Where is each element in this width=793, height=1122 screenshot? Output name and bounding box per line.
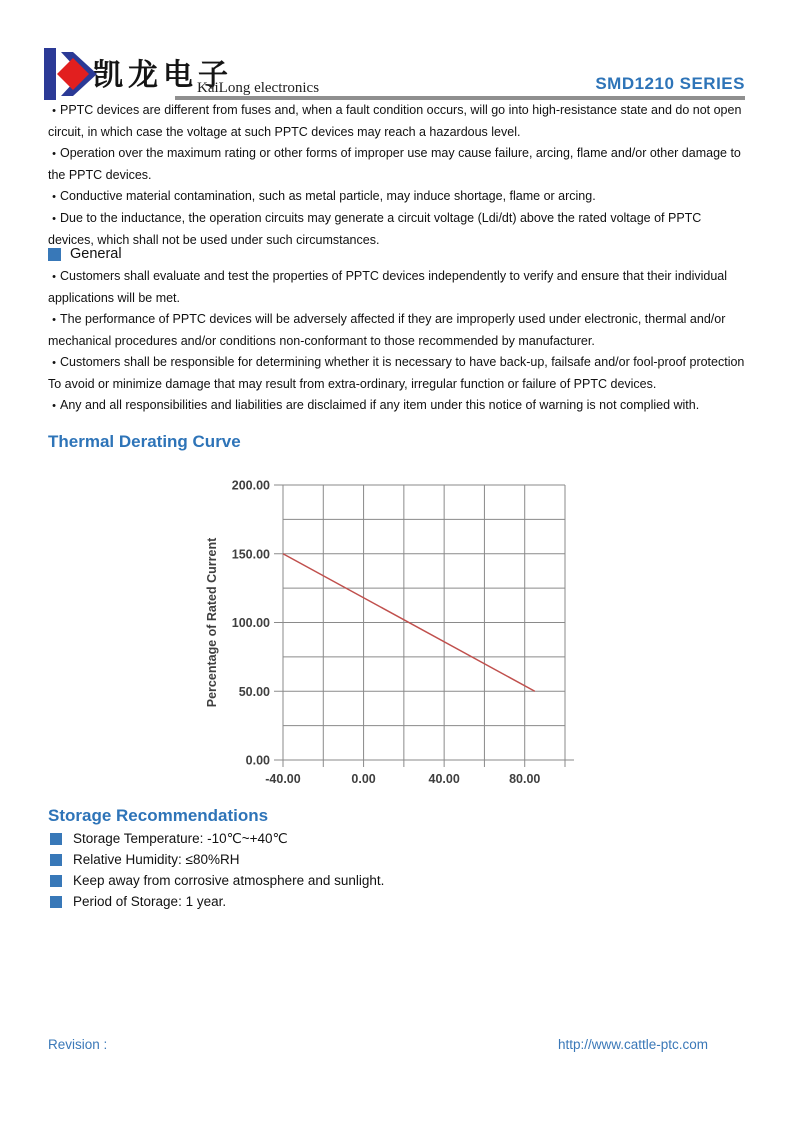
storage-text: Keep away from corrosive atmosphere and sunlight.: [73, 873, 385, 888]
dot-bullet: •: [52, 357, 56, 369]
storage-item: [50, 849, 610, 870]
storage-item: [50, 828, 610, 849]
square-bullet-icon: [48, 248, 61, 261]
warning-text: Operation over the maximum rating or other forms of improper use may cause failure, arcing, flame and/or other damage to the PPTC devices.: [48, 146, 741, 182]
warning-text: Due to the inductance, the operation circuits may generate a circuit voltage (Ldi/dt) above the rated voltage of PPTC devices, which shall not be used under such circumstances.: [48, 211, 702, 247]
square-bullet-icon: [50, 854, 62, 866]
series-title: SMD1210 SERIES: [595, 74, 745, 93]
dot-bullet: •: [52, 148, 56, 160]
thermal-derating-heading: Thermal Derating Curve: [48, 432, 241, 451]
dot-bullet: •: [52, 105, 56, 117]
storage-list: [50, 828, 610, 912]
storage-text: Relative Humidity: ≤80%RH: [73, 852, 240, 867]
derating-chart-svg: [195, 470, 587, 805]
general-heading-label: General: [70, 246, 122, 262]
general-heading: [48, 246, 122, 262]
svg-text:0.00: 0.00: [245, 753, 270, 768]
general-item: [48, 266, 748, 309]
general-text: Any and all responsibilities and liabilities are disclaimed if any item under this notice of warning is not complied with.: [60, 398, 700, 412]
warning-text: Conductive material contamination, such as metal particle, may induce shortage, flame or arcing.: [60, 189, 596, 203]
warning-item: [48, 186, 748, 208]
svg-text:50.00: 50.00: [238, 684, 270, 699]
svg-text:Percentage of Rated Current: Percentage of Rated Current: [205, 537, 219, 708]
svg-text:-40.00: -40.00: [265, 772, 301, 786]
warning-item: [48, 143, 748, 186]
logo-company-name: KaiLong electronics: [197, 80, 320, 96]
dot-bullet: •: [52, 191, 56, 203]
storage-heading: Storage Recommendations: [48, 806, 269, 825]
svg-text:40.00: 40.00: [428, 772, 460, 786]
dot-bullet: •: [52, 213, 56, 225]
svg-text:200.00: 200.00: [231, 478, 270, 493]
storage-item: [50, 891, 610, 912]
storage-item: [50, 870, 610, 891]
general-list: [48, 266, 748, 417]
svg-text:150.00: 150.00: [231, 547, 270, 562]
footer-url-link[interactable]: http://www.cattle-ptc.com: [557, 1037, 708, 1052]
general-item: [48, 309, 748, 352]
general-item: [48, 352, 748, 395]
dot-bullet: •: [52, 400, 56, 412]
thermal-derating-chart: [195, 470, 587, 805]
square-bullet-icon: [50, 896, 62, 908]
svg-text:80.00: 80.00: [509, 772, 541, 786]
warning-item: [48, 100, 748, 143]
square-bullet-icon: [50, 833, 62, 845]
dot-bullet: •: [52, 314, 56, 326]
storage-text: Period of Storage: 1 year.: [73, 894, 227, 909]
svg-text:0.00: 0.00: [351, 772, 376, 786]
svg-text:100.00: 100.00: [231, 616, 270, 630]
warning-text: PPTC devices are different from fuses and, when a fault condition occurs, will go into high-resistance state and do not open circuit, in which case the voltage at such PPTC devices may reach a hazardous level.: [48, 103, 742, 139]
warning-list: [48, 100, 748, 251]
square-bullet-icon: [50, 875, 62, 887]
general-text: Customers shall evaluate and test the properties of PPTC devices independently to verify and ensure that their individual applications will be met.: [48, 269, 728, 305]
kailong-logo-icon: [44, 46, 100, 102]
footer-revision-label: Revision :: [48, 1037, 108, 1052]
general-text: The performance of PPTC devices will be adversely affected if they are improperly used under electronic, thermal and/or mechanical procedures and/or conditions non-conformant to those recommended by manufacturer.: [48, 312, 726, 348]
dot-bullet: •: [52, 271, 56, 283]
general-text: Customers shall be responsible for determining whether it is necessary to have back-up, failsafe and/or fool-proof protection To avoid or minimize damage that may result from extra-ordinary, irregular function or failure of PPTC devices.: [48, 355, 745, 391]
general-item: [48, 395, 748, 417]
warning-item: [48, 208, 748, 251]
storage-text: Storage Temperature: -10℃~+40℃: [73, 830, 288, 846]
logo-chinese-text: 凯龙电子: [93, 58, 233, 93]
